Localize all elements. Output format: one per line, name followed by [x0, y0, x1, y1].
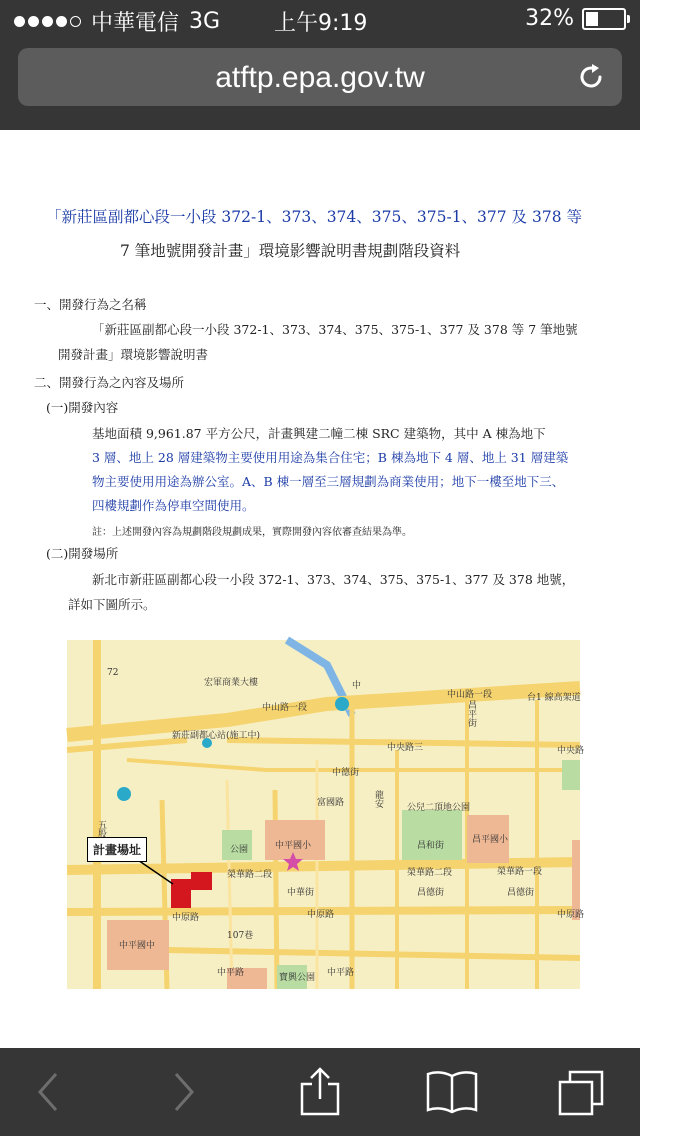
map-label: 72 [107, 668, 119, 678]
map-label: 中央路 [557, 746, 585, 756]
map-label: 寶興公園 [279, 973, 316, 983]
map-label: 榮華路二段 [227, 870, 273, 880]
network-type: 3G [189, 9, 221, 34]
map-label: 昌德街 [417, 888, 445, 898]
map-label: 昌平國小 [472, 835, 509, 845]
back-icon[interactable] [22, 1066, 78, 1118]
battery-percent: 32% [525, 6, 574, 31]
map-label: 中平路 [217, 968, 245, 978]
section1-heading: 一、開發行為之名稱 [34, 297, 147, 312]
status-right [525, 6, 626, 31]
map-label: 公兒二頂地公園 [407, 803, 471, 813]
sub1-heading: (一)開發內容 [46, 400, 119, 415]
sub2-para-line1: 新北市新莊區副都心段一小段 372-1、373、374、375、375-1、377 及 378 地號， [92, 572, 575, 587]
map-label: 五股 [96, 820, 106, 838]
map-label: 中原路 [307, 910, 335, 920]
map-label: 台1 線高架道 [527, 693, 581, 703]
map-label: 中原路 [557, 910, 585, 920]
map-label: 中華街 [287, 888, 315, 898]
sub1-para-line4: 四樓規劃作為停車空間使用。 [92, 498, 255, 513]
sub1-para-line1: 基地面積 9,961.87 平方公尺，計畫興建二幢二棟 SRC 建築物，其中 A 棟為地下 [92, 426, 546, 441]
map-label: 富國路 [317, 798, 345, 808]
doc-title-line1: 「新莊區副都心段一小段 372-1、373、374、375、375-1、377 及 378 等 [46, 208, 583, 226]
map-label: 榮華路一段 [497, 867, 543, 877]
url-text: atftp.epa.gov.tw [215, 61, 425, 94]
status-time: 上午9:19 [274, 11, 368, 36]
map-label: 107巷 [227, 931, 254, 941]
tabs-icon[interactable] [556, 1066, 612, 1118]
map-label: 宏軍商業大樓 [204, 678, 259, 688]
document-page [0, 130, 640, 1048]
map-label: 中平國小 [275, 841, 312, 851]
section1-text-line1: 「新莊區副都心段一小段 372-1、373、374、375、375-1、377 及 378 等 7 筆地號 [92, 322, 578, 337]
map-label: 中平國中 [119, 941, 156, 951]
sub2-heading: (二)開發場所 [46, 546, 119, 561]
map-label: 昌德街 [507, 888, 535, 898]
share-icon[interactable] [292, 1066, 348, 1118]
signal-strength-icon [14, 16, 81, 27]
section1-text-line2: 開發計畫」環境影響說明書 [58, 347, 209, 362]
carrier-name: 中華電信 [91, 11, 180, 36]
map-label: 中山路一段 [447, 690, 493, 700]
reload-icon[interactable] [576, 62, 606, 92]
map-graphics [67, 640, 580, 989]
browser-address-bar [0, 40, 640, 130]
map-label: 中德街 [332, 768, 360, 778]
location-map [67, 640, 585, 989]
map-label: 中原路 [172, 913, 200, 923]
bookmarks-icon[interactable] [424, 1066, 480, 1118]
map-label: 中山路一段 [262, 703, 308, 713]
map-label: 公園 [230, 845, 249, 855]
status-left [14, 6, 220, 37]
url-field[interactable] [18, 48, 622, 106]
map-label: 中平路 [327, 968, 355, 978]
project-site-marker [171, 872, 212, 908]
status-bar [0, 0, 640, 40]
map-label: 中 [350, 680, 360, 689]
map-label: 中央路三 [387, 743, 424, 753]
forward-icon[interactable] [154, 1066, 210, 1118]
map-label: 昌平街 [466, 700, 476, 727]
doc-title-line2: 7 筆地號開發計畫」環境影響說明書規劃階段資料 [120, 242, 461, 260]
sub2-para-line2: 詳如下圖所示。 [68, 597, 156, 612]
map-label: 新莊副都心站(施工中) [172, 731, 261, 741]
sub1-para-line2: 3 層、地上 28 層建築物主要使用用途為集合住宅；B 棟為地下 4 層、地上 31 層建築 [92, 450, 569, 465]
section2-heading: 二、開發行為之內容及場所 [34, 375, 185, 390]
map-label: 龍安 [373, 790, 383, 808]
sub1-note: 註：上述開發內容為規劃階段規劃成果，實際開發內容依審查結果為準。 [92, 527, 412, 538]
map-label: 昌和街 [417, 841, 445, 851]
map-label: 榮華路二段 [407, 868, 453, 878]
site-callout: 計畫場址 [87, 837, 147, 862]
battery-icon [582, 8, 626, 30]
browser-toolbar [0, 1048, 640, 1136]
sub1-para-line3: 物主要使用用途為辦公室。A、B 棟一層至三層規劃為商業使用；地下一樓至地下三、 [92, 474, 565, 489]
